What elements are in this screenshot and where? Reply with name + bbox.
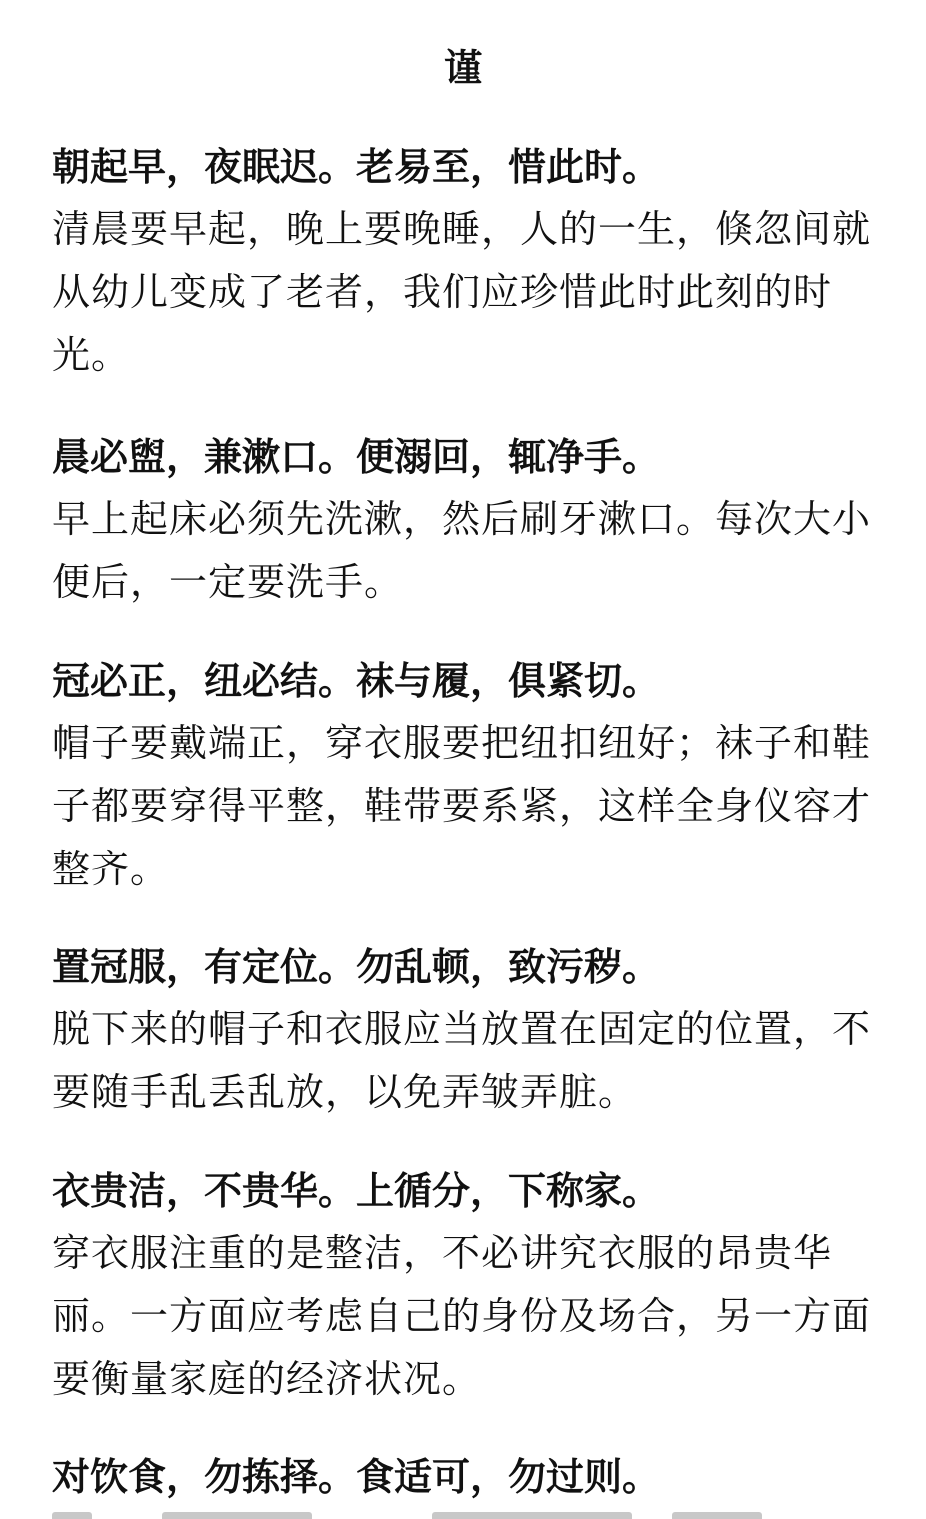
verse-line: 晨必盥，兼漱口。便溺回，辄净手。	[52, 435, 661, 479]
cut-off-glyphs	[672, 1512, 762, 1519]
cut-off-glyphs	[432, 1512, 632, 1519]
cut-off-glyphs	[162, 1512, 312, 1519]
section-4	[52, 936, 882, 1124]
explanation-text: 帽子要戴端正，穿衣服要把纽扣纽好；袜子和鞋子都要穿得平整，鞋带要系紧，这样全身仪容才整齐。	[52, 721, 872, 891]
cut-off-next-line	[52, 1506, 872, 1519]
page-title: 谨	[443, 46, 482, 90]
cut-off-glyphs	[52, 1512, 92, 1519]
verse-line: 冠必正，纽必结。袜与履，俱紧切。	[52, 659, 661, 703]
section-5	[52, 1160, 882, 1411]
explanation-text: 脱下来的帽子和衣服应当放置在固定的位置，不要随手乱丢乱放，以免弄皱弄脏。	[52, 1007, 872, 1114]
verse-line: 置冠服，有定位。勿乱顿，致污秽。	[52, 945, 661, 989]
verse-line: 朝起早，夜眠迟。老易至，惜此时。	[52, 145, 661, 189]
section-1	[52, 136, 882, 387]
verse-line: 衣贵洁，不贵华。上循分，下称家。	[52, 1169, 661, 1213]
explanation-text: 穿衣服注重的是整洁，不必讲究衣服的昂贵华丽。一方面应考虑自己的身份及场合，另一方面要衡量家庭的经济状况。	[52, 1231, 872, 1401]
explanation-text: 早上起床必须先洗漱，然后刷牙漱口。每次大小便后，一定要洗手。	[52, 497, 872, 604]
explanation-text: 清晨要早起，晚上要晚睡，人的一生，倏忽间就从幼儿变成了老者，我们应珍惜此时此刻的时光。	[52, 207, 872, 377]
section-6	[52, 1446, 882, 1508]
section-2	[52, 426, 882, 614]
verse-line: 对饮食，勿拣择。食适可，勿过则。	[52, 1455, 661, 1499]
section-3	[52, 650, 882, 901]
